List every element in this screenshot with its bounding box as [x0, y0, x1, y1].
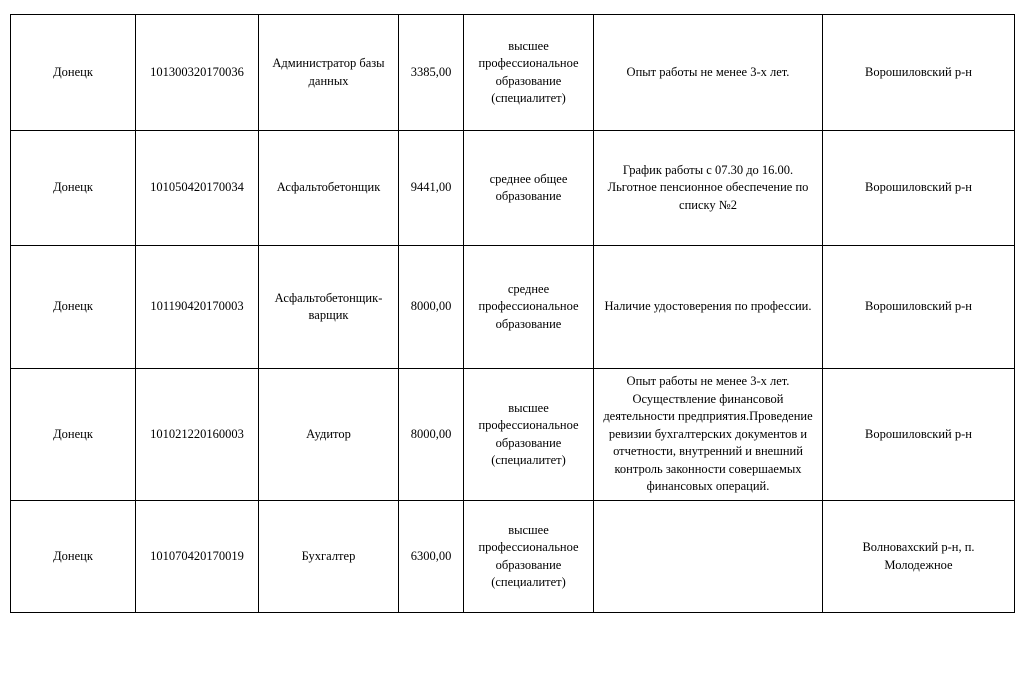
cell-position: Администратор базы данных [259, 15, 399, 131]
cell-position: Асфальтобетонщик [259, 131, 399, 246]
cell-district: Волновахский р-н, п. Молодежное [823, 501, 1015, 613]
cell-city: Донецк [11, 369, 136, 501]
cell-education: высшее профессиональное образование (специалитет) [464, 15, 594, 131]
cell-requirements: График работы с 07.30 до 16.00. Льготное пенсионное обеспечение по списку №2 [594, 131, 823, 246]
cell-position: Бухгалтер [259, 501, 399, 613]
table-row [11, 501, 1015, 613]
cell-position: Аудитор [259, 369, 399, 501]
table-row [11, 15, 1015, 131]
cell-city: Донецк [11, 246, 136, 369]
cell-education: высшее профессиональное образование (специалитет) [464, 369, 594, 501]
cell-position: Асфальтобетонщик-варщик [259, 246, 399, 369]
cell-city: Донецк [11, 15, 136, 131]
cell-district: Ворошиловский р-н [823, 131, 1015, 246]
cell-vacancy-id: 101050420170034 [136, 131, 259, 246]
cell-vacancy-id: 101190420170003 [136, 246, 259, 369]
vacancy-table [10, 14, 1015, 613]
cell-city: Донецк [11, 131, 136, 246]
cell-city: Донецк [11, 501, 136, 613]
table-row [11, 131, 1015, 246]
cell-salary: 3385,00 [399, 15, 464, 131]
cell-salary: 8000,00 [399, 246, 464, 369]
cell-requirements: Наличие удостоверения по профессии. [594, 246, 823, 369]
cell-district: Ворошиловский р-н [823, 15, 1015, 131]
cell-salary: 9441,00 [399, 131, 464, 246]
cell-salary: 6300,00 [399, 501, 464, 613]
vacancy-table-body [11, 15, 1015, 613]
cell-district: Ворошиловский р-н [823, 246, 1015, 369]
cell-requirements [594, 501, 823, 613]
cell-education: среднее профессиональное образование [464, 246, 594, 369]
table-row [11, 246, 1015, 369]
cell-requirements: Опыт работы не менее 3-х лет. Осуществление финансовой деятельности предприятия.Проведение ревизии бухгалтерских документов и отчетности, внутренний и внешний контроль законности совершаемых финансовых операций. [594, 369, 823, 501]
table-row [11, 369, 1015, 501]
cell-vacancy-id: 101070420170019 [136, 501, 259, 613]
cell-salary: 8000,00 [399, 369, 464, 501]
cell-district: Ворошиловский р-н [823, 369, 1015, 501]
cell-education: высшее профессиональное образование (специалитет) [464, 501, 594, 613]
cell-education: среднее общее образование [464, 131, 594, 246]
cell-requirements: Опыт работы не менее 3-х лет. [594, 15, 823, 131]
cell-vacancy-id: 101021220160003 [136, 369, 259, 501]
cell-vacancy-id: 101300320170036 [136, 15, 259, 131]
